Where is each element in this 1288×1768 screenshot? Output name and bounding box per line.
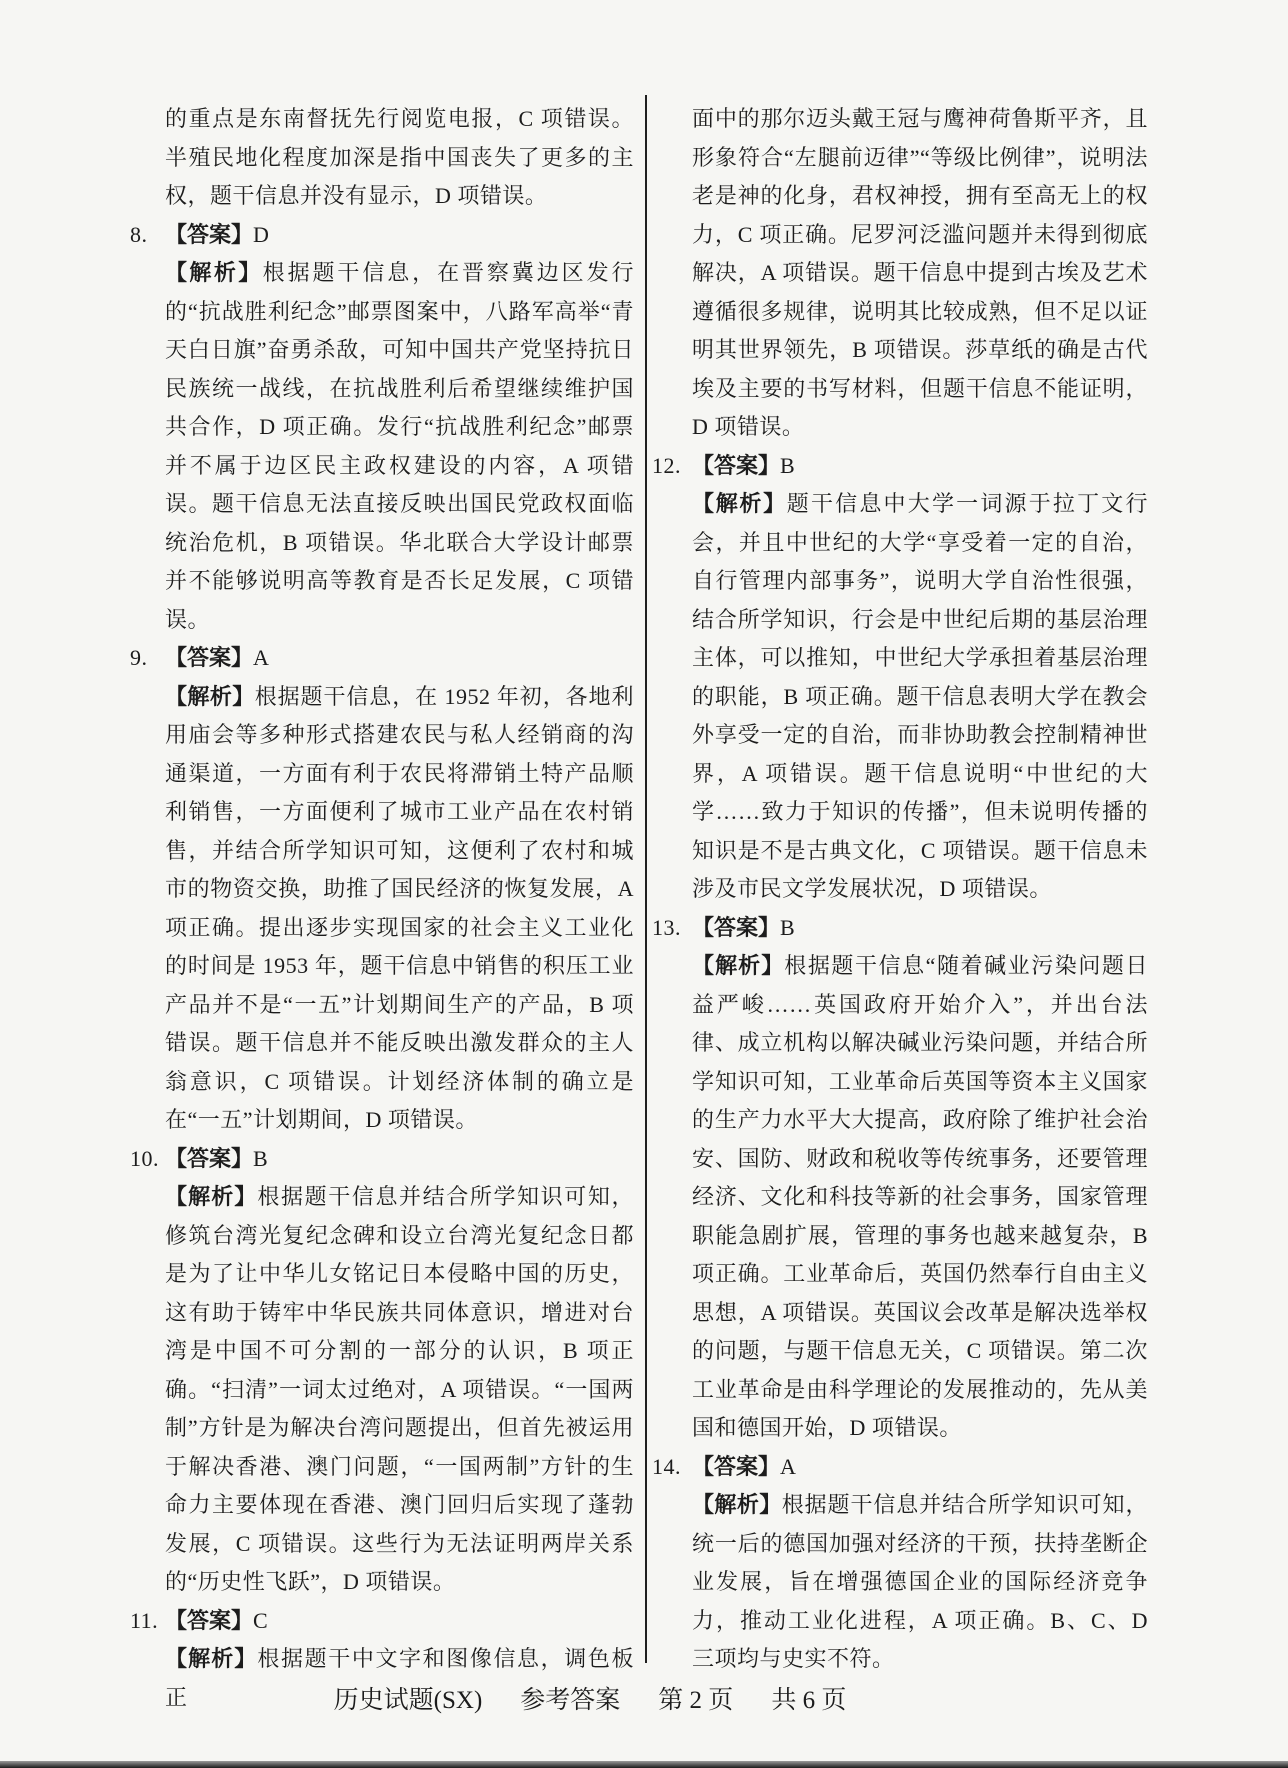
left-column bbox=[130, 100, 634, 1717]
analysis-label: 【解析】 bbox=[165, 683, 255, 709]
analysis-paragraph bbox=[692, 485, 1148, 909]
analysis-paragraph bbox=[692, 947, 1148, 1448]
answer-label: 【答案】 bbox=[692, 1453, 781, 1479]
item-11-analysis-continuation bbox=[652, 100, 1148, 447]
answer-value: A bbox=[780, 1453, 797, 1479]
analysis-label: 【解析】 bbox=[165, 260, 263, 285]
analysis-paragraph bbox=[165, 1178, 634, 1602]
continuation-text: 的重点是东南督抚先行阅览电报，C 项错误。半殖民地化程度加深是指中国丧失了更多的主权，题干信息并没有显示，D 项错误。 bbox=[165, 106, 634, 208]
footer-exam-title: 历史试题(SX) bbox=[333, 1687, 483, 1714]
footer-ref-answers: 参考答案 bbox=[520, 1687, 621, 1714]
answer-label: 【答案】 bbox=[165, 221, 254, 247]
analysis-text: 根据题干信息并结合所学知识可知，修筑台湾光复纪念碑和设立台湾光复纪念日都是为了让中华儿女铭记日本侵略中国的历史，这有助于铸牢中华民族共同体意识，增进对台湾是中国不可分割的一部分的认识，B 项正确。“扫清”一词太过绝对，A 项错误。“一国两制”方针是为解决台湾问题提出，但首先被运用于解决香港、澳门问题，“一国两制”方针的生命力主要体现在香港、澳门回归后实现了蓬勃发展，C 项错误。这些行为无法证明两岸关系的“历史性飞跃”，D 项错误。 bbox=[165, 1184, 634, 1594]
answer-line bbox=[652, 909, 1148, 948]
page-footer bbox=[130, 1680, 1050, 1716]
item-number: 12. bbox=[652, 452, 681, 478]
answer-label: 【答案】 bbox=[165, 1607, 254, 1633]
scan-bottom-edge bbox=[0, 1761, 1288, 1768]
answer-label: 【答案】 bbox=[692, 914, 781, 940]
analysis-label: 【解析】 bbox=[692, 491, 787, 516]
answer-value: B bbox=[780, 914, 796, 940]
analysis-label: 【解析】 bbox=[165, 1646, 258, 1671]
answer-item-14 bbox=[652, 1448, 1148, 1679]
answer-line bbox=[652, 1448, 1148, 1487]
item-number: 14. bbox=[652, 1453, 681, 1479]
analysis-text: 根据题干信息，在晋察冀边区发行的“抗战胜利纪念”邮票图案中，八路军高举“青天白日旗”奋勇杀敌，可知中国共产党坚持抗日民族统一战线，在抗战胜利后希望继续维护国共合作，D 项正确。发行“抗战胜利纪念”邮票并不属于边区民主政权建设的内容，A 项错误。题干信息无法直接反映出国民党政权面临统治危机，B 项错误。华北联合大学设计邮票并不能够说明高等教育是否长足发展，C 项错误。 bbox=[165, 260, 634, 632]
answer-label: 【答案】 bbox=[692, 452, 781, 478]
answer-item-10 bbox=[130, 1140, 634, 1602]
answer-line bbox=[130, 1140, 634, 1179]
item-number: 10. bbox=[130, 1145, 159, 1171]
continuation-text: 面中的那尔迈头戴王冠与鹰神荷鲁斯平齐，且形象符合“左腿前迈律”“等级比例律”，说明法老是神的化身，君权神授，拥有至高无上的权力，C 项正确。尼罗河泛滥问题并未得到彻底解决，A 项错误。题干信息中提到古埃及艺术遵循很多规律，说明其比较成熟，但不足以证明其世界领先，B 项错误。莎草纸的确是古代埃及主要的书写材料，但题干信息不能证明，D 项错误。 bbox=[692, 106, 1148, 439]
analysis-paragraph bbox=[165, 254, 634, 639]
right-column bbox=[652, 100, 1148, 1679]
answer-line bbox=[130, 1602, 634, 1641]
answer-label: 【答案】 bbox=[165, 645, 254, 670]
answer-item-12 bbox=[652, 447, 1148, 909]
analysis-label: 【解析】 bbox=[692, 1492, 782, 1517]
answer-line bbox=[130, 216, 634, 255]
item-number: 8. bbox=[130, 221, 148, 247]
analysis-text: 根据题干信息“随着碱业污染问题日益严峻……英国政府开始介入”，并出台法律、成立机构以解决碱业污染问题，并结合所学知识可知，工业革命后英国等资本主义国家的生产力水平大大提高，政府除了维护社会治安、国防、财政和税收等传统事务，还要管理经济、文化和科技等新的社会事务，国家管理职能急剧扩展，管理的事务也越来越复杂，B 项正确。工业革命后，英国仍然奉行自由主义思想，A 项错误。英国议会改革是解决选举权的问题，与题干信息无关，C 项错误。第二次工业革命是由科学理论的发展推动的，先从美国和德国开始，D 项错误。 bbox=[692, 953, 1148, 1440]
answer-value: B bbox=[780, 452, 796, 478]
analysis-paragraph bbox=[165, 678, 634, 1140]
column-divider bbox=[645, 95, 647, 1663]
answer-item-8 bbox=[130, 216, 634, 640]
analysis-text: 题干信息中大学一词源于拉丁文行会，并且中世纪的大学“享受着一定的自治，自行管理内部事务”，说明大学自治性很强，结合所学知识，行会是中世纪后期的基层治理主体，可以推知，中世纪大学承担着基层治理的职能，B 项正确。题干信息表明大学在教会外享受一定的自治，而非协助教会控制精神世界，A 项错误。题干信息说明“中世纪的大学……致力于知识的传播”，但未说明传播的知识是不是古典文化，C 项错误。题干信息未涉及市民文学发展状况，D 项错误。 bbox=[692, 491, 1148, 901]
analysis-text: 根据题干中文字和图像信息，调色板正 bbox=[165, 1646, 634, 1710]
answer-item-9 bbox=[130, 639, 634, 1140]
answer-value: B bbox=[253, 1145, 269, 1171]
answer-item-13 bbox=[652, 909, 1148, 1448]
analysis-label: 【解析】 bbox=[165, 1184, 258, 1209]
item-number: 11. bbox=[130, 1607, 159, 1633]
answer-value: A bbox=[253, 645, 270, 670]
item-number: 9. bbox=[130, 645, 148, 670]
answer-line bbox=[652, 447, 1148, 486]
analysis-text: 根据题干信息，在 1952 年初，各地利用庙会等多种形式搭建农民与私人经销商的沟通渠道，一方面有利于农民将滞销土特产品顺利销售，一方面便利了城市工业产品在农村销售，并结合所学知识可知，这便利了农村和城市的物资交换，助推了国民经济的恢复发展，A 项正确。提出逐步实现国家的社会主义工业化的时间是 1953 年，题干信息中销售的积压工业产品并不是“一五”计划期间生产的产品，B 项错误。题干信息并不能反映出激发群众的主人翁意识，C 项错误。计划经济体制的确立是在“一五”计划期间，D 项错误。 bbox=[165, 683, 634, 1132]
analysis-paragraph bbox=[692, 1486, 1148, 1679]
item-7-analysis-continuation bbox=[130, 100, 634, 216]
analysis-text: 根据题干信息并结合所学知识可知，统一后的德国加强对经济的干预，扶持垄断企业发展，旨在增强德国企业的国际经济竞争力，推动工业化进程，A 项正确。B、C、D 三项均与史实不符。 bbox=[692, 1492, 1148, 1671]
analysis-label: 【解析】 bbox=[692, 953, 785, 978]
footer-page-total: 共 6 页 bbox=[771, 1687, 847, 1714]
answer-line bbox=[130, 639, 634, 678]
answer-value: C bbox=[253, 1607, 269, 1633]
item-number: 13. bbox=[652, 914, 681, 940]
answer-label: 【答案】 bbox=[165, 1145, 254, 1171]
footer-page-number: 第 2 页 bbox=[658, 1687, 734, 1714]
answer-value: D bbox=[253, 221, 270, 247]
